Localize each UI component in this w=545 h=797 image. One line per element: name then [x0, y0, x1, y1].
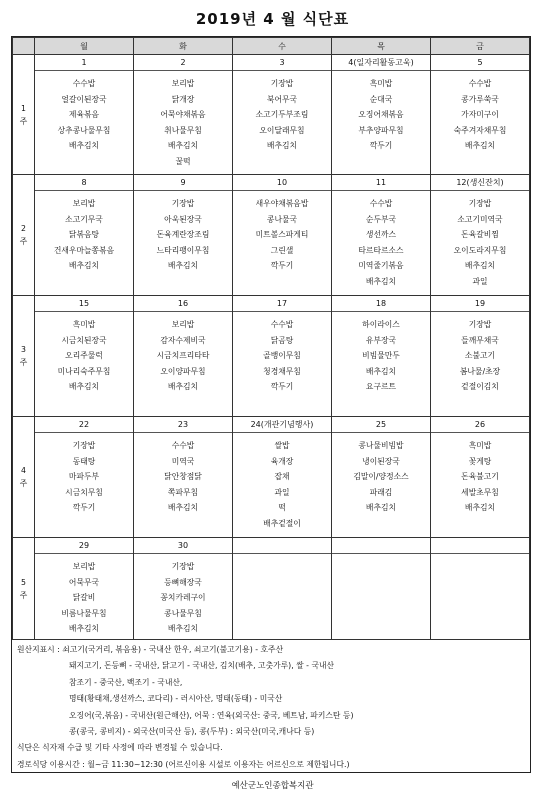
note-line: 참조기 - 중국산, 백조기 - 국내산, [69, 677, 183, 687]
day-cell [35, 538, 134, 640]
menu-item: 오이양파무침 [160, 366, 206, 376]
menu-item: 봄나물/초장 [459, 366, 501, 376]
menu-item: 보리밥 [171, 320, 195, 329]
menu-item: 아욱된장국 [164, 214, 202, 224]
day-cell [134, 175, 233, 296]
day-number: 4(일자리활동고욱) [332, 55, 430, 71]
menu-item: 시금치무침 [65, 487, 103, 497]
menu-item: 동태탕 [72, 456, 96, 466]
day-cell [134, 55, 233, 175]
menu-item: 보리밥 [171, 79, 195, 88]
menu-item: 과일 [472, 276, 488, 286]
menu-item: 청경채무침 [263, 366, 301, 376]
menu-items [431, 71, 529, 154]
menu-item: 부추양파무침 [358, 125, 404, 135]
menu-item: 상추콩나물무침 [57, 125, 111, 135]
menu-items [134, 554, 232, 637]
header-thu: 목 [332, 38, 431, 55]
day-cell [233, 417, 332, 538]
origin-notes [17, 642, 522, 773]
day-number: 9 [134, 175, 232, 191]
menu-items [332, 433, 430, 516]
page-title: 2019년 4 월 식단표 [195, 10, 350, 28]
day-cell [332, 55, 431, 175]
menu-item: 기장밥 [468, 199, 492, 208]
menu-item: 배추김치 [68, 624, 100, 634]
day-number: 24(개관기념행사) [233, 417, 331, 433]
week-row [13, 55, 530, 175]
menu-items [233, 554, 331, 559]
header-tue: 화 [134, 38, 233, 55]
menu-item: 비름나물무침 [61, 608, 107, 618]
day-cell [134, 538, 233, 640]
week-label-part: 주 [19, 358, 28, 367]
menu-item: 가자미구이 [461, 110, 499, 120]
week-row [13, 175, 530, 296]
menu-items [134, 312, 232, 395]
menu-items [431, 554, 529, 559]
menu-item: 배추김치 [68, 261, 100, 271]
menu-item: 어묵무국 [68, 577, 100, 587]
menu-item: 유부장국 [365, 335, 397, 345]
day-number: 12(생신잔치) [431, 175, 529, 191]
menu-item: 숙주겨자채무침 [453, 125, 507, 135]
day-number: 17 [233, 296, 331, 312]
menu-item: 미역국 [171, 456, 195, 466]
menu-item: 제육볶음 [68, 110, 100, 120]
menu-item: 배추김치 [167, 261, 199, 271]
day-number: 15 [35, 296, 133, 312]
menu-item: 북어무국 [266, 94, 298, 104]
menu-item: 기장밥 [270, 79, 294, 88]
menu-item: 오이달래무침 [259, 125, 305, 135]
menu-item: 배추김치 [464, 141, 496, 151]
day-number: 26 [431, 417, 529, 433]
menu-item: 닭곰탕 [270, 335, 294, 345]
week-label [13, 538, 35, 640]
note-line: 명태(황태채,생선까스, 코다리) - 러시아산, 명태(동태) - 미국산 [69, 694, 283, 704]
menu-item: 겉절이김치 [461, 382, 499, 392]
menu-item: 흑미밥 [468, 441, 492, 450]
day-cell [431, 55, 530, 175]
note-line: 오징어(국,볶음) - 국내산(원근해산), 어묵 : 연육(외국산: 중국, 베트남, 파키스탄 등) [69, 710, 354, 720]
day-number: 22 [35, 417, 133, 433]
menu-item: 배추김치 [266, 141, 298, 151]
menu-item: 소고기두부조림 [255, 110, 309, 120]
day-number: 3 [233, 55, 331, 71]
menu-items [431, 312, 529, 395]
menu-item: 흑미밥 [369, 79, 393, 88]
menu-items [233, 312, 331, 395]
menu-item: 배추김치 [68, 382, 100, 392]
menu-item: 깍두기 [270, 382, 294, 392]
day-cell [431, 538, 530, 640]
day-cell [332, 296, 431, 417]
note-line: 원산지표시 : 쇠고기(국거리, 볶음용) - 국내산 한우, 쇠고기(불고기용) - 호주산 [17, 645, 284, 654]
day-cell [134, 417, 233, 538]
menu-item: 느타리팽이무침 [156, 245, 210, 255]
week-label-part: 1 [21, 103, 26, 113]
day-cell [233, 175, 332, 296]
menu-item: 배추김치 [464, 261, 496, 271]
week-row [13, 296, 530, 417]
menu-item: 어묵야채볶음 [160, 110, 206, 120]
menu-item: 세발초무침 [461, 487, 499, 497]
day-cell [332, 538, 431, 640]
menu-item: 돈육불고기 [461, 472, 499, 482]
menu-item: 오이도라지무침 [453, 245, 507, 255]
menu-item: 그린샐 [270, 245, 294, 255]
menu-item: 냉이된장국 [362, 456, 400, 466]
menu-item: 꽁치카레구이 [160, 593, 206, 603]
menu-item: 비빔물만두 [362, 351, 400, 361]
menu-items [35, 191, 133, 274]
week-label-part: 주 [19, 590, 28, 600]
menu-item: 배추김치 [365, 276, 397, 286]
menu-item: 배추김치 [167, 624, 199, 634]
day-number: 18 [332, 296, 430, 312]
day-cell [431, 175, 530, 296]
week-label-part: 주 [19, 116, 28, 126]
menu-item: 과일 [274, 487, 290, 497]
menu-item: 돈육갈비찜 [461, 230, 499, 240]
menu-item: 보리밥 [72, 562, 96, 571]
day-number: 1 [35, 55, 133, 71]
menu-item: 닭볶음탕 [68, 230, 100, 240]
day-cell [332, 417, 431, 538]
menu-item: 깍두기 [270, 261, 294, 271]
menu-item: 보리밥 [72, 199, 96, 208]
menu-items [35, 71, 133, 154]
menu-item: 닭갈비 [72, 593, 96, 603]
menu-item: 쪽파무침 [167, 487, 199, 497]
menu-item: 타르타르소스 [358, 245, 404, 255]
menu-items [35, 312, 133, 395]
menu-item: 얼갈이된장국 [61, 94, 107, 104]
menu-item: 소고기무국 [65, 214, 103, 224]
menu-item: 등뼈해장국 [164, 577, 202, 587]
org-name: 예산군노인종합복지관 [231, 781, 314, 791]
menu-item: 잡채 [274, 472, 290, 482]
menu-items [233, 433, 331, 532]
day-number [431, 538, 529, 554]
menu-item: 닭안창점닭 [164, 472, 202, 482]
menu-item: 미트볼스파게티 [255, 230, 309, 240]
header-row [13, 38, 530, 55]
day-number [233, 538, 331, 554]
day-cell [233, 296, 332, 417]
menu-item: 닭개장 [171, 94, 195, 104]
menu-item: 골뱅이무침 [263, 351, 301, 361]
menu-item: 오리주물럭 [65, 351, 103, 361]
menu-table [12, 37, 530, 640]
menu-item: 배추김치 [464, 503, 496, 513]
menu-item: 시금치프리타타 [156, 351, 210, 361]
menu-item: 소고기미역국 [457, 214, 503, 224]
menu-item: 떡 [278, 503, 286, 513]
note-line: 식단은 식자재 수급 및 기타 사정에 따라 변경될 수 있습니다. [17, 743, 223, 753]
menu-item: 순두부국 [365, 214, 397, 224]
menu-item: 시금치된장국 [61, 335, 107, 345]
header-fri: 금 [431, 38, 530, 55]
menu-item: 들깨무채국 [461, 335, 499, 345]
day-cell [134, 296, 233, 417]
day-number: 10 [233, 175, 331, 191]
menu-item: 김말이/양정소스 [353, 472, 409, 482]
day-cell [35, 296, 134, 417]
menu-items [134, 191, 232, 274]
menu-items [431, 433, 529, 516]
menu-items [431, 191, 529, 290]
menu-item: 배추김치 [365, 503, 397, 513]
menu-item: 새우야채볶음밥 [255, 199, 309, 208]
menu-item: 육개장 [270, 456, 294, 466]
menu-item: 배추김치 [68, 141, 100, 151]
day-number: 16 [134, 296, 232, 312]
menu-items [233, 191, 331, 274]
menu-item: 배추김치 [167, 141, 199, 151]
day-cell [35, 417, 134, 538]
menu-item: 건새우마늘쫑볶음 [53, 245, 115, 255]
menu-items [35, 433, 133, 516]
header-wed: 수 [233, 38, 332, 55]
menu-item: 감자수제비국 [160, 335, 206, 345]
menu-item: 기장밥 [171, 199, 195, 208]
day-number: 8 [35, 175, 133, 191]
menu-item: 수수밥 [468, 79, 492, 88]
note-line: 경로식당 이용시간 : 월~금 11:30~12:30 (어르신이용 시설로 이용자는 어르신으로 제한됩니다.) [17, 759, 350, 769]
day-number: 29 [35, 538, 133, 554]
menu-items [332, 312, 430, 395]
menu-item: 꽃게탕 [468, 456, 492, 466]
menu-items [233, 71, 331, 154]
menu-item: 미역줄기볶음 [358, 261, 404, 271]
menu-item: 기장밥 [468, 320, 492, 329]
menu-item: 수수밥 [171, 441, 195, 450]
day-cell [233, 538, 332, 640]
day-cell [332, 175, 431, 296]
menu-item: 생선까스 [365, 230, 397, 240]
week-row [13, 538, 530, 640]
day-number: 23 [134, 417, 232, 433]
day-cell [431, 296, 530, 417]
day-number: 30 [134, 538, 232, 554]
menu-item: 취나물무침 [164, 125, 202, 135]
day-number: 25 [332, 417, 430, 433]
menu-item: 배추김치 [167, 382, 199, 392]
day-number: 11 [332, 175, 430, 191]
menu-item: 돈육계란장조림 [156, 230, 210, 240]
menu-item: 쌀밥 [274, 441, 290, 450]
menu-item: 마파두부 [68, 472, 100, 482]
menu-item: 배추김치 [167, 503, 199, 513]
menu-item: 오징어채볶음 [358, 110, 404, 120]
menu-item: 요구르트 [365, 382, 397, 392]
menu-item: 깍두기 [369, 141, 393, 151]
menu-item: 파래김 [369, 487, 393, 497]
menu-item: 기장밥 [171, 562, 195, 571]
menu-item: 콩나물국 [266, 214, 298, 224]
note-line: 돼지고기, 돈등뼈 - 국내산, 닭고기 - 국내산, 김치(배추, 고춧가루), 쌀 - 국내산 [69, 661, 335, 671]
menu-item: 배추겉절이 [263, 518, 301, 528]
week-label-part: 주 [19, 479, 28, 488]
menu-item: 미나리숙주무침 [57, 366, 111, 376]
week-label-part: 5 [21, 577, 26, 587]
menu-item: 콩가루쑥국 [461, 94, 499, 104]
menu-item: 꿀떡 [175, 156, 191, 166]
menu-items [35, 554, 133, 637]
menu-item: 순대국 [369, 94, 393, 104]
note-line: 콩(콩국, 콩비지) - 외국산(미국산 등), 콩(두부) : 외국산(미국,캐나다 등) [69, 727, 315, 737]
week-label-part: 주 [19, 237, 28, 246]
menu-item: 기장밥 [72, 441, 96, 450]
menu-items [134, 433, 232, 516]
week-label [13, 175, 35, 296]
day-number [332, 538, 430, 554]
menu-items [332, 191, 430, 290]
corner-cell [13, 38, 35, 55]
menu-items [332, 71, 430, 154]
week-label-part: 3 [21, 345, 26, 354]
menu-item: 수수밥 [72, 79, 96, 88]
week-label [13, 55, 35, 175]
day-number: 19 [431, 296, 529, 312]
menu-item: 콩나물비빔밥 [358, 441, 404, 450]
week-row [13, 417, 530, 538]
menu-item: 배추김치 [365, 366, 397, 376]
menu-item: 콩나물무침 [164, 608, 202, 618]
day-number: 2 [134, 55, 232, 71]
menu-items [134, 71, 232, 170]
menu-item: 수수밥 [369, 199, 393, 208]
week-label [13, 417, 35, 538]
day-cell [431, 417, 530, 538]
menu-item: 소불고기 [464, 351, 496, 361]
week-label-part: 4 [21, 466, 26, 475]
header-mon: 월 [35, 38, 134, 55]
menu-item: 흑미밥 [72, 320, 96, 329]
day-cell [233, 55, 332, 175]
menu-item: 수수밥 [270, 320, 294, 329]
menu-item: 깍두기 [72, 503, 96, 513]
day-cell [35, 175, 134, 296]
week-label-part: 2 [21, 224, 26, 233]
day-cell [35, 55, 134, 175]
day-number: 5 [431, 55, 529, 71]
menu-item: 하이라이스 [362, 320, 400, 329]
week-label [13, 296, 35, 417]
menu-sheet [11, 36, 531, 773]
menu-items [332, 554, 430, 559]
